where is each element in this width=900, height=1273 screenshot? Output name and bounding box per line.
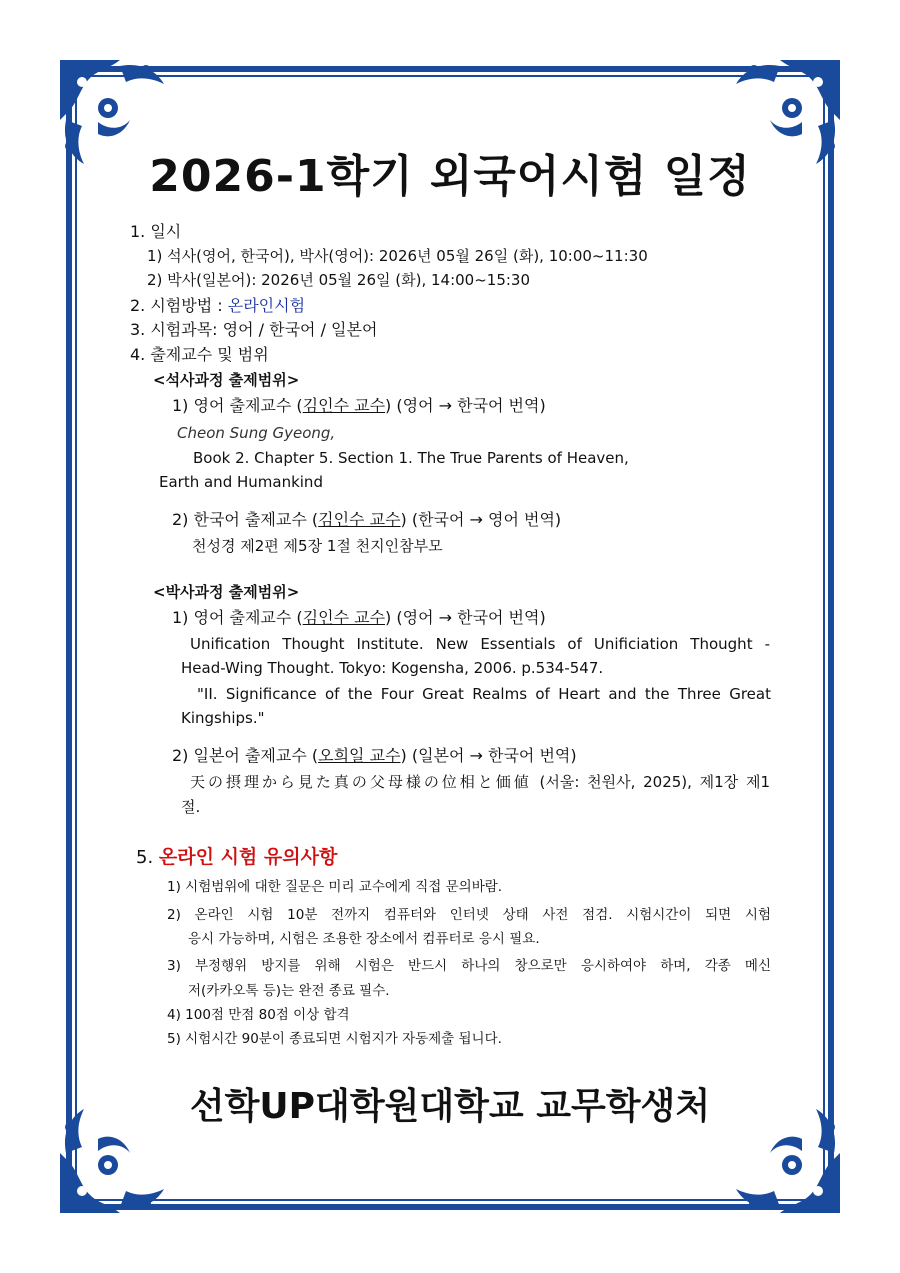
notice-item: 응시 가능하며, 시험은 조용한 장소에서 컴퓨터로 응시 필요. <box>188 931 540 947</box>
masters-korean-professor <box>172 510 561 530</box>
section4-heading: 4. 출제교수 및 범위 <box>130 345 269 364</box>
notice-item: 1) 시험범위에 대한 질문은 미리 교수에게 직접 문의바람. <box>167 879 503 895</box>
section2-label: 2. 시험방법 : <box>130 296 228 315</box>
notice-item: 3) 부정행위 방지를 위해 시험은 반드시 하나의 창으로만 응시하여야 하며, 각종 메신 <box>167 958 771 974</box>
masters-heading: <석사과정 출제범위> <box>153 371 300 389</box>
label: 1) 영어 출제교수 ( <box>172 608 303 627</box>
section3: 3. 시험과목: 영어 / 한국어 / 일본어 <box>130 320 378 339</box>
professor-name: 김인수 교수 <box>318 510 401 529</box>
section5-heading <box>136 845 337 870</box>
professor-name: 김인수 교수 <box>302 608 386 627</box>
notice-item: 저(카카오톡 등)는 완전 종료 필수. <box>188 983 390 999</box>
doctoral-english-source-line2: Head-Wing Thought. Tokyo: Kogensha, 2006. p.534-547. <box>181 659 604 677</box>
notice-item: 4) 100점 만점 80점 이상 합격 <box>167 1007 350 1023</box>
section1-item2: 2) 박사(일본어): 2026년 05월 26일 (화), 14:00~15:30 <box>147 271 531 289</box>
notice-item: 5) 시험시간 90분이 종료되면 시험지가 자동제출 됩니다. <box>167 1031 502 1047</box>
doctoral-english-source-line4: Kingships." <box>181 709 265 727</box>
label: 2) 일본어 출제교수 ( <box>172 746 319 765</box>
page-title: 2026-1학기 외국어시험 일정 <box>149 151 751 202</box>
section2 <box>130 296 305 316</box>
doctoral-english-source-line1: Unification Thought Institute. New Essentials of Unificiation Thought - <box>190 635 770 653</box>
doctoral-japanese-source-line1: 天の摂理から見た真の父母様の位相と価値 (서울: 천원사, 2025), 제1장 제1 <box>190 773 770 791</box>
masters-english-source-title: Cheon Sung Gyeong, <box>177 424 336 442</box>
professor-name: 오희일 교수 <box>318 746 401 765</box>
doctoral-japanese-professor <box>172 746 577 766</box>
masters-english-source-line2: Earth and Humankind <box>159 473 323 491</box>
label: 2) 한국어 출제교수 ( <box>172 510 319 529</box>
doctoral-english-professor <box>172 608 546 628</box>
section5-title: 온라인 시험 유의사항 <box>158 846 338 868</box>
label: ) (일본어 → 한국어 번역) <box>400 746 577 765</box>
masters-korean-source: 천성경 제2편 제5장 1절 천지인참부모 <box>192 537 443 555</box>
doctoral-english-source-line3: "II. Significance of the Four Great Realms of Heart and the Three Great <box>197 685 771 703</box>
notice-item: 2) 온라인 시험 10분 전까지 컴퓨터와 인터넷 상태 사전 점검. 시험시간이 되면 시험 <box>167 907 771 923</box>
section1-item1: 1) 석사(영어, 한국어), 박사(영어): 2026년 05월 26일 (화), 10:00~11:30 <box>147 247 648 265</box>
section1-heading: 1. 일시 <box>130 222 182 241</box>
label: ) (한국어 → 영어 번역) <box>400 510 562 529</box>
exam-method-value: 온라인시험 <box>227 296 306 315</box>
masters-english-source-line1: Book 2. Chapter 5. Section 1. The True Parents of Heaven, <box>193 449 629 467</box>
doctoral-heading: <박사과정 출제범위> <box>153 583 300 601</box>
label: ) (영어 → 한국어 번역) <box>385 396 546 415</box>
issuer-footer: 선학UP대학원대학교 교무학생처 <box>189 1086 711 1127</box>
professor-name: 김인수 교수 <box>302 396 386 415</box>
section-number: 5. <box>136 847 159 868</box>
label: 1) 영어 출제교수 ( <box>172 396 303 415</box>
doctoral-japanese-source-line2: 절. <box>181 798 201 816</box>
label: ) (영어 → 한국어 번역) <box>385 608 546 627</box>
masters-english-professor <box>172 396 546 416</box>
